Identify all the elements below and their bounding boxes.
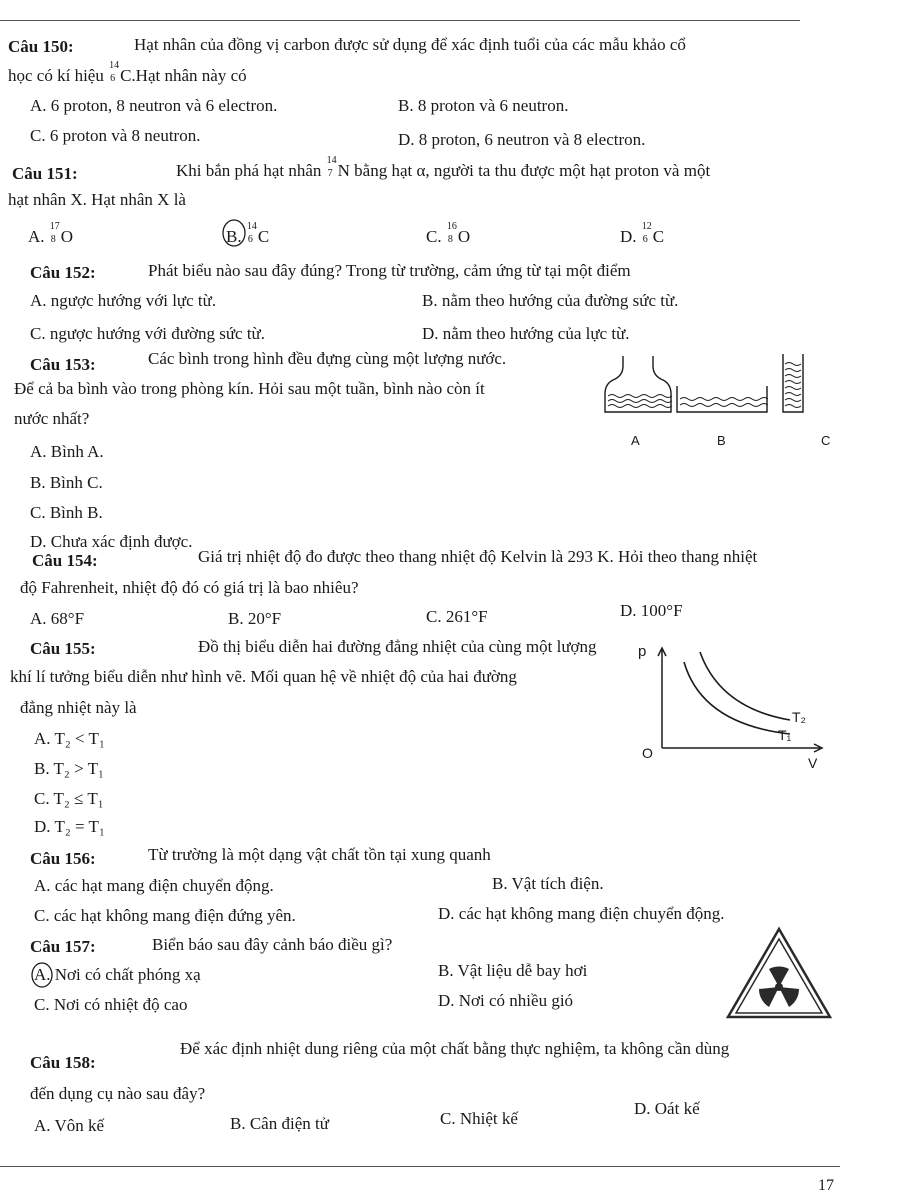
q156-option-b[interactable]: B. Vật tích điện. <box>492 874 604 893</box>
q158-text: Để xác định nhiệt dung riêng của một chất bằng thực nghiệm, ta không cần dùng <box>180 1039 730 1058</box>
q158-option-a[interactable]: A. Vôn kế <box>34 1116 105 1135</box>
q152-option-a[interactable]: A. ngược hướng với lực từ. <box>30 291 217 310</box>
q153-option-c[interactable]: C. Bình B. <box>30 503 103 522</box>
q152-option-d[interactable]: D. nằm theo hướng của lực từ. <box>422 324 630 343</box>
q157-option-a[interactable]: A. Nơi có chất phóng xạ <box>34 965 201 984</box>
q151-text-a: Khi bắn phá hạt nhân <box>176 161 322 180</box>
isotherm-t2-curve <box>700 652 790 720</box>
q152-number: Câu 152: <box>30 263 96 282</box>
q158-option-d[interactable]: D. Oát kế <box>634 1099 700 1118</box>
fig-label-a: A <box>631 433 640 448</box>
container-a <box>605 356 672 412</box>
q151-option-a[interactable]: A. 17 8 O <box>28 221 74 246</box>
q158-text-line2: đến dụng cụ nào sau đây? <box>30 1084 206 1103</box>
fig-label-c: C <box>821 433 831 448</box>
q158-option-c[interactable]: C. Nhiệt kế <box>440 1109 518 1128</box>
q157-number: Câu 157: <box>30 937 96 956</box>
q158-option-b[interactable]: B. Cân điện tử <box>230 1114 329 1133</box>
t2-label: T₂ <box>792 709 806 725</box>
q153-option-d[interactable]: D. Chưa xác định được. <box>30 532 193 551</box>
q151-isotope: 14 7 <box>326 155 337 179</box>
q155-text: Đồ thị biểu diễn hai đường đẳng nhiệt của cùng một lượng <box>198 637 597 656</box>
q154-option-b[interactable]: B. 20°F <box>228 609 282 628</box>
q151-number: Câu 151: <box>12 164 78 183</box>
isotherm-t1-curve <box>684 662 790 734</box>
q150-option-a[interactable]: A. 6 proton, 8 neutron và 6 electron. <box>30 96 278 115</box>
q156-option-c[interactable]: C. các hạt không mang điện đứng yên. <box>34 906 296 925</box>
q154-option-c[interactable]: C. 261°F <box>426 607 488 626</box>
q150-option-d[interactable]: D. 8 proton, 6 neutron và 8 electron. <box>398 130 646 149</box>
fig-label-b: B <box>717 433 726 448</box>
q154-text: Giá trị nhiệt độ đo được theo thang nhiệt độ Kelvin là 293 K. Hỏi theo thang nhiệt <box>198 547 758 566</box>
q155-isotherm-graph <box>640 638 840 778</box>
q151-text <box>176 155 711 180</box>
q155-option-d[interactable]: D. T₂ = T₁ <box>34 817 105 836</box>
radiation-warning-sign-icon <box>724 925 834 1025</box>
q156-option-d[interactable]: D. các hạt không mang điện chuyển động. <box>438 904 725 923</box>
q157-answer-circle <box>28 960 58 990</box>
q152-option-c[interactable]: C. ngược hướng với đường sức từ. <box>30 324 266 343</box>
q151-text-b: N bằng hạt α, người ta thu được một hạt proton và một <box>337 161 711 180</box>
q150-number: Câu 150: <box>8 37 74 56</box>
container-c <box>783 354 803 412</box>
q150-option-c[interactable]: C. 6 proton và 8 neutron. <box>30 126 201 145</box>
q150-text-b: C.Hạt nhân này có <box>120 66 247 85</box>
q150-text: Hạt nhân của đồng vị carbon được sử dụng để xác định tuổi của các mẫu khảo cổ <box>134 35 686 54</box>
q156-text: Từ trường là một dạng vật chất tồn tại xung quanh <box>148 845 491 864</box>
q153-text-line2: Để cả ba bình vào trong phòng kín. Hỏi sau một tuần, bình nào còn ít <box>14 379 485 398</box>
page-number: 17 <box>818 1177 834 1194</box>
q156-number: Câu 156: <box>30 849 96 868</box>
q157-option-d[interactable]: D. Nơi có nhiều gió <box>438 991 574 1010</box>
q154-text-line2: độ Fahrenheit, nhiệt độ đó có giá trị là bao nhiêu? <box>20 578 359 597</box>
q151-option-c[interactable]: C. 16 8 O <box>426 221 471 246</box>
q155-text-line3: đẳng nhiệt này là <box>20 698 137 717</box>
q150-isotope: 14 6 <box>109 60 120 84</box>
q150-text-a: học có kí hiệu <box>8 66 104 85</box>
q156-option-a[interactable]: A. các hạt mang điện chuyển động. <box>34 876 274 895</box>
q153-option-a[interactable]: A. Bình A. <box>30 442 104 461</box>
origin-label: O <box>642 745 653 761</box>
top-rule <box>0 20 800 21</box>
q154-option-d[interactable]: D. 100°F <box>620 601 683 620</box>
q151-text-line2: hạt nhân X. Hạt nhân X là <box>8 190 186 209</box>
q151-answer-circle <box>218 218 258 248</box>
q155-number: Câu 155: <box>30 639 96 658</box>
q152-text: Phát biểu nào sau đây đúng? Trong từ trường, cảm ứng từ tại một điểm <box>148 261 631 280</box>
q150-text-line2 <box>8 60 247 85</box>
p-axis-label: p <box>638 643 647 660</box>
q153-option-b[interactable]: B. Bình C. <box>30 473 103 492</box>
q154-option-a[interactable]: A. 68°F <box>30 609 85 628</box>
q153-containers-figure <box>605 350 845 450</box>
q155-text-line2: khí lí tưởng biểu diễn như hình vẽ. Mối quan hệ về nhiệt độ của hai đường <box>10 667 517 686</box>
q155-option-b[interactable]: B. T₂ > T₁ <box>34 759 104 778</box>
q157-option-b[interactable]: B. Vật liệu dễ bay hơi <box>438 961 588 980</box>
q155-option-a[interactable]: A. T₂ < T₁ <box>34 729 105 748</box>
q151-option-b[interactable]: B. 14 6 C <box>226 221 270 246</box>
v-axis-label: V <box>808 755 818 771</box>
q154-number: Câu 154: <box>32 551 98 570</box>
bottom-rule <box>0 1166 840 1167</box>
q153-number: Câu 153: <box>30 355 96 374</box>
q157-option-c[interactable]: C. Nơi có nhiệt độ cao <box>34 995 188 1014</box>
q153-text: Các bình trong hình đều đựng cùng một lượng nước. <box>148 349 507 368</box>
q153-text-line3: nước nhất? <box>14 409 90 428</box>
container-b <box>677 386 768 412</box>
q155-option-c[interactable]: C. T₂ ≤ T₁ <box>34 789 104 808</box>
q151-option-d[interactable]: D. 12 6 C <box>620 221 665 246</box>
t1-label: T₁ <box>778 727 792 743</box>
q152-option-b[interactable]: B. nằm theo hướng của đường sức từ. <box>422 291 679 310</box>
q150-option-b[interactable]: B. 8 proton và 6 neutron. <box>398 96 569 115</box>
q158-number: Câu 158: <box>30 1053 96 1072</box>
q157-text: Biển báo sau đây cảnh báo điều gì? <box>152 935 393 954</box>
